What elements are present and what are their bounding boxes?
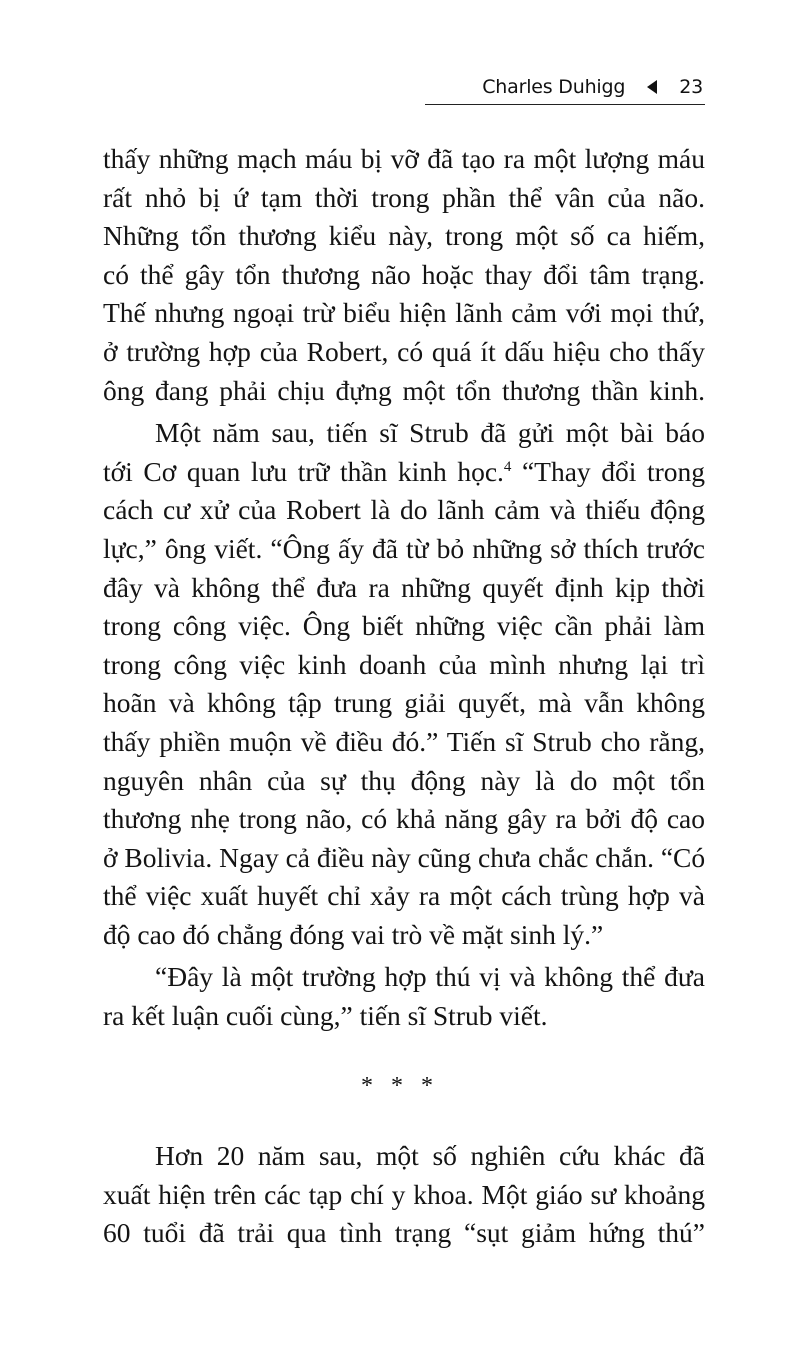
text-line: ở Bolivia. Ngay cả điều này cũng chưa chắc chắn. “Có bbox=[103, 841, 706, 873]
paragraph-1 bbox=[103, 140, 705, 410]
author-name: Charles Duhigg bbox=[482, 76, 626, 98]
paragraph-3 bbox=[103, 958, 705, 1035]
footnote-marker[interactable]: 4 bbox=[503, 458, 512, 475]
text-line: thấy phiền muộn về điều đó.” Tiến sĩ Strub cho rằng, bbox=[103, 725, 705, 757]
text-line: 60 tuổi đã trải qua tình trạng “sụt giảm hứng thú” bbox=[103, 1217, 705, 1249]
text-line: trong công việc kinh doanh của mình nhưng lại trì bbox=[103, 648, 705, 680]
text-line: đây và không thể đưa ra những quyết định kịp thời bbox=[103, 571, 705, 603]
text-fragment: “Thay đổi trong bbox=[511, 455, 705, 487]
text-line: thể việc xuất huyết chỉ xảy ra một cách trùng hợp và bbox=[103, 880, 705, 912]
text-line: rất nhỏ bị ứ tạm thời trong phần thể vân của não. bbox=[103, 181, 705, 213]
text-line: cách cư xử của Robert là do lãnh cảm và thiếu động bbox=[103, 494, 705, 526]
text-line: trong công việc. Ông biết những việc cần phải làm bbox=[103, 610, 705, 642]
text-line: lực,” ông viết. “Ông ấy đã từ bỏ những sở thích trước bbox=[103, 532, 705, 564]
text-line: độ cao đó chẳng đóng vai trò về mặt sinh lý.” bbox=[103, 918, 604, 950]
scene-break: * * * bbox=[361, 1073, 439, 1099]
paragraph-2 bbox=[103, 414, 705, 954]
section-2-text bbox=[103, 1137, 705, 1253]
text-line-with-footnote bbox=[103, 453, 705, 492]
text-line: thương nhẹ trong não, có khả năng gây ra bởi độ cao bbox=[103, 803, 705, 835]
text-fragment: tới Cơ quan lưu trữ thần kinh học. bbox=[103, 455, 504, 487]
text-line: ra kết luận cuối cùng,” tiến sĩ Strub viết. bbox=[103, 1000, 548, 1032]
text-line: ông đang phải chịu đựng một tổn thương thần kinh. bbox=[103, 374, 705, 406]
text-line: Những tổn thương kiểu này, trong một số ca hiếm, bbox=[103, 220, 705, 252]
text-line: nguyên nhân của sự thụ động này là do một tổn bbox=[103, 764, 705, 796]
text-line: Một năm sau, tiến sĩ Strub đã gửi một bài báo bbox=[155, 417, 705, 449]
text-line: hoãn và không tập trung giải quyết, mà vẫn không bbox=[103, 687, 705, 719]
text-line: Thế nhưng ngoại trừ biểu hiện lãnh cảm với mọi thứ, bbox=[103, 297, 705, 329]
text-line: “Đây là một trường hợp thú vị và không thể đưa bbox=[155, 961, 705, 993]
left-triangle-icon bbox=[647, 80, 657, 94]
text-line: thấy những mạch máu bị vỡ đã tạo ra một lượng máu bbox=[103, 143, 705, 174]
running-header bbox=[425, 70, 705, 105]
text-line: xuất hiện trên các tạp chí y khoa. Một giáo sư khoảng bbox=[103, 1178, 705, 1210]
body-text bbox=[103, 140, 705, 1036]
text-line: có thể gây tổn thương não hoặc thay đổi tâm trạng. bbox=[103, 258, 705, 290]
text-line: ở trường hợp của Robert, có quá ít dấu hiệu cho thấy bbox=[103, 335, 705, 367]
text-line: Hơn 20 năm sau, một số nghiên cứu khác đã bbox=[155, 1140, 705, 1171]
page-number: 23 bbox=[679, 76, 703, 98]
